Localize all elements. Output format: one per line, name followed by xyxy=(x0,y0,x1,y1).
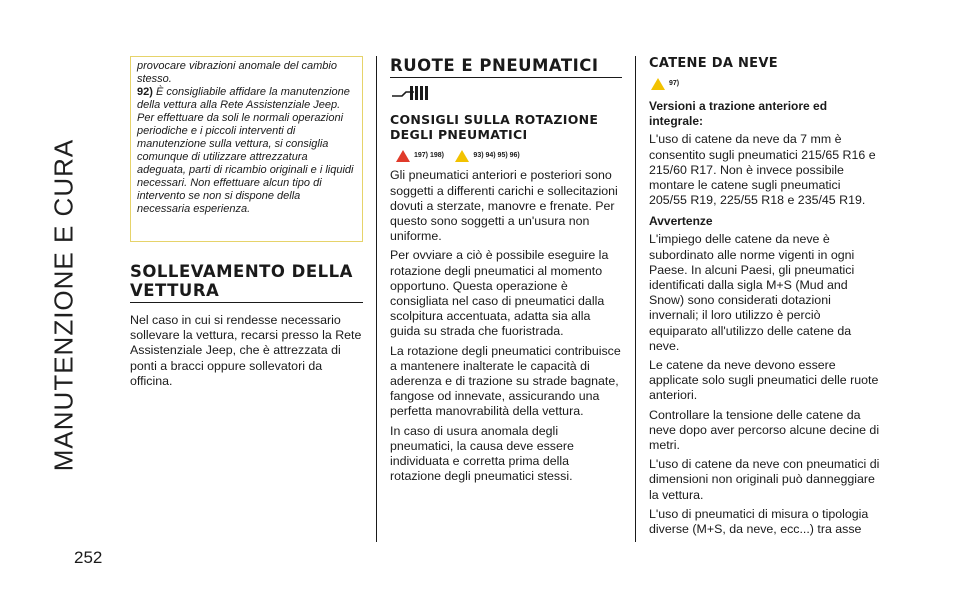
note-intro: provocare vibrazioni anomale del cambio stesso. xyxy=(137,60,337,85)
ruote-subtitle: CONSIGLI SULLA ROTAZIONE DEGLI PNEUMATICI xyxy=(390,112,599,142)
note-box xyxy=(130,56,363,242)
caution-triangle-icon xyxy=(651,78,665,90)
ruote-title: RUOTE E PNEUMATICI xyxy=(390,56,599,75)
catene-paragraph: L'uso di pneumatici di misura o tipologia diverse (M+S, da neve, ecc...) tra asse xyxy=(649,506,869,536)
caution-triangle-icon xyxy=(455,150,469,162)
warning-triangle-icon xyxy=(396,150,410,162)
catene-paragraph: L'impiego delle catene da neve è subordinato alle norme vigenti in ogni Paese. In alcuni Paesi, gli pneumatici identificati dalla sigla M+S (Mud and Snow) sono considerati dotazioni invernali; il loro utilizzo è perciò equiparato all'utilizzo delle catene da neve. xyxy=(649,232,855,353)
ruote-section xyxy=(390,56,622,488)
ruote-paragraph: In caso di usura anomala degli pneumatici, la causa deve essere individuata e corretta prima della rotazione degli pneumatici stessi. xyxy=(390,423,574,484)
refs-caution: 97) xyxy=(669,80,680,88)
catene-section xyxy=(649,56,881,541)
catene-paragraph: Controllare la tensione delle catene da neve dopo aver percorso alcune decine di metri. xyxy=(649,407,880,452)
warning-heading: Avvertenze xyxy=(649,214,713,229)
note-number: 92) xyxy=(137,86,153,98)
ruote-paragraph: La rotazione degli pneumatici contribuisce a mantenere inalterate le capacità di aderenza e di trazione su strade bagnate, fangose od innevate, assicurando una perfetta manovrabilità della vettura. xyxy=(390,343,621,419)
catene-paragraph: L'uso di catene da neve con pneumatici di dimensioni non originali può danneggiare la vettura. xyxy=(649,457,880,502)
ruote-paragraph: Gli pneumatici anteriori e posteriori sono soggetti a differenti carichi e sollecitazioni dovuti a sterzate, manovre e frenate. Per questo sono soggetti a un'usura non uniforme. xyxy=(390,168,618,244)
sollevamento-body: Nel caso in cui si rendesse necessario sollevare la vettura, recarsi presso la Rete Assistenziale Jeep, che è attrezzata di ponti a bracci oppure sollevatori da officina. xyxy=(130,313,362,388)
catene-subheading: Versioni a trazione anteriore ed integrale: xyxy=(649,99,828,129)
refs-caution: 93) 94) 95) 96) xyxy=(473,152,520,160)
ruote-paragraph: Per ovviare a ciò è possibile eseguire la rotazione degli pneumatici al momento opportuno. Questa operazione è consigliata nel caso di pneumatici dalla scolpitura accentuata, adatta sia alla guida su strada che fuoristrada. xyxy=(390,248,609,339)
catene-refs xyxy=(651,76,881,91)
sollevamento-section xyxy=(130,262,363,393)
column-divider xyxy=(635,56,636,542)
catene-paragraph: Le catene da neve devono essere applicate solo sugli pneumatici delle ruote anteriori. xyxy=(649,357,879,403)
note-item xyxy=(137,86,356,216)
tire-icon xyxy=(390,84,430,104)
column-divider xyxy=(376,56,377,542)
title-rule xyxy=(130,302,363,303)
catene-title: CATENE DA NEVE xyxy=(649,56,778,71)
note-text: È consigliabile affidare la manutenzione della vettura alla Rete Assistenziale Jeep. Per effettuare da soli le normali operazioni periodiche e i piccoli interventi di manutenzione sulla vettura, si consiglia comunque di utilizzare attrezzatura adeguata, parti di ricambio originali e i liquidi necessari. Non effettuare alcun tipo di intervento se non si dispone della necessaria esperienza. xyxy=(137,86,354,215)
catene-paragraph: L'uso di catene da neve da 7 mm è consentito sugli pneumatici 215/65 R16 e 215/60 R17. Non è invece possibile montare le catene sugli pneumatici 205/55 R19, 225/55 R18 e 235/45 R19. xyxy=(649,132,876,208)
refs-warning: 197) 198) xyxy=(414,152,444,160)
ruote-refs xyxy=(396,148,622,163)
page-number: 252 xyxy=(74,548,103,567)
sollevamento-title: SOLLEVAMENTO DELLA VETTURA xyxy=(130,262,353,300)
side-title-text: MANUTENZIONE E CURA xyxy=(48,138,79,472)
title-rule xyxy=(390,77,622,78)
